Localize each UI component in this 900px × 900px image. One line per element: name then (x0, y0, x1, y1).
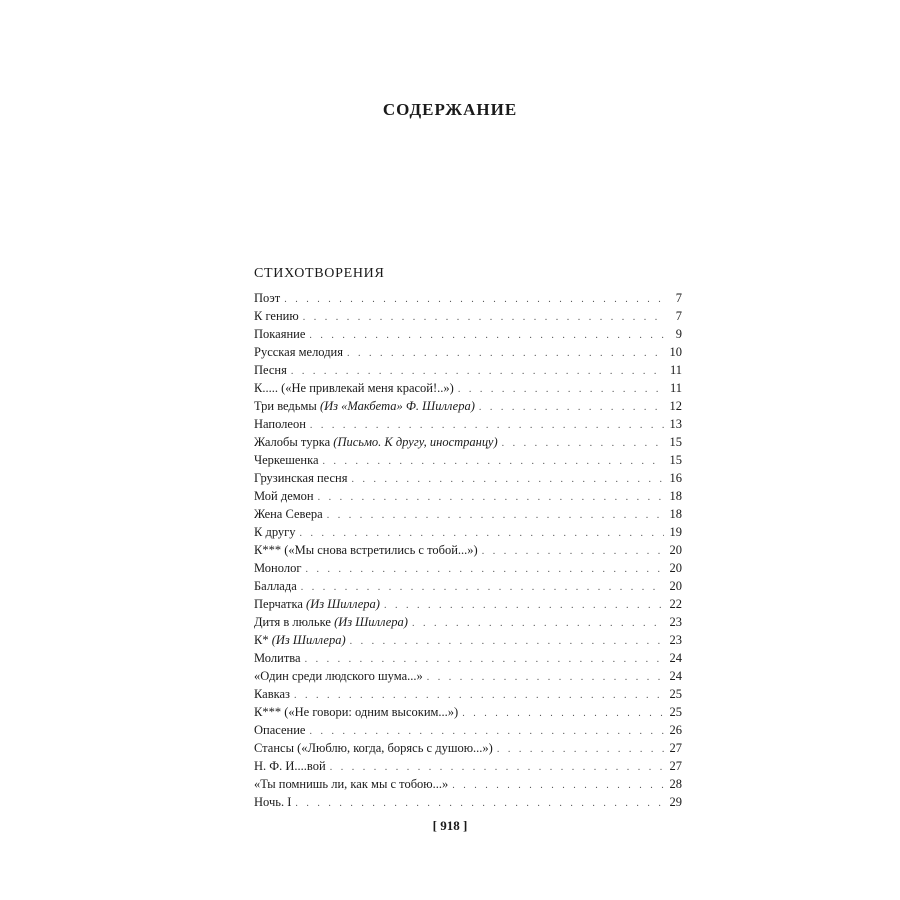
toc-entry-title (254, 451, 319, 469)
dot-leader (412, 615, 664, 633)
toc-entry-title-main: Песня (254, 363, 287, 377)
toc-entry-title (254, 703, 458, 721)
toc-entry-title (254, 433, 498, 451)
toc-entry-title (254, 289, 280, 307)
toc-entry-page: 9 (675, 327, 682, 341)
dot-leader (479, 399, 664, 417)
toc-entry-title-main: К другу (254, 525, 296, 539)
dot-leader (462, 705, 664, 723)
dot-leader (502, 435, 664, 453)
toc-entry-title-main: К* (254, 633, 269, 647)
toc-entry (254, 703, 682, 721)
toc-entry-title-main: Н. Ф. И....вой (254, 759, 326, 773)
toc-entry-page: 20 (669, 543, 682, 557)
toc-entry-title (254, 379, 454, 397)
toc-entry-title-main: К гению (254, 309, 299, 323)
dot-leader (497, 741, 664, 759)
toc-entry-title (254, 325, 305, 343)
toc-entry (254, 397, 682, 415)
toc-entry-title (254, 505, 323, 523)
toc-entry-title (254, 397, 475, 415)
toc-entry-title-main: К*** («Не говори: одним высоким...») (254, 705, 459, 719)
dot-leader (318, 489, 664, 507)
toc-entry-page: 18 (669, 507, 682, 521)
toc-entry-title-main: Три ведьмы (254, 399, 317, 413)
dot-leader (323, 453, 664, 471)
toc-entry (254, 361, 682, 379)
toc-entry-subtitle: (Из Шиллера) (306, 597, 380, 611)
toc-entry-title-main: Перчатка (254, 597, 303, 611)
dot-leader (482, 543, 664, 561)
toc-entry (254, 415, 682, 433)
toc-entry-page: 15 (669, 453, 682, 467)
toc-entry (254, 577, 682, 595)
toc-entry-title-main: Жена Севера (254, 507, 323, 521)
toc-entry (254, 667, 682, 685)
toc-entry-subtitle: (Письмо. К другу, иностранцу) (333, 435, 498, 449)
toc-entry-page: 25 (669, 705, 682, 719)
toc-entry-title (254, 343, 343, 361)
toc-entry-title (254, 307, 299, 325)
toc-entry (254, 325, 682, 343)
section-heading: СТИХОТВОРЕНИЯ (254, 266, 385, 281)
toc-entry-title (254, 469, 347, 487)
dot-leader (458, 381, 664, 399)
toc-entry (254, 451, 682, 469)
toc-entry-title (254, 577, 297, 595)
toc-entry (254, 505, 682, 523)
dot-leader (327, 507, 664, 525)
toc-entry (254, 775, 682, 793)
toc-entry-title-main: Кавказ (254, 687, 290, 701)
toc-entry-page: 12 (669, 399, 682, 413)
toc-entry-subtitle: (Из Шиллера) (334, 615, 408, 629)
toc-entry (254, 307, 682, 325)
toc-entry-page: 24 (669, 651, 682, 665)
toc-entry-page: 10 (669, 345, 682, 359)
toc-entry-title-main: Стансы («Люблю, когда, борясь с душою...») (254, 741, 493, 755)
toc-entry-title-main: Мой демон (254, 489, 314, 503)
toc-entry (254, 649, 682, 667)
toc-entry-page: 7 (675, 309, 682, 323)
toc-entry-page: 22 (669, 597, 682, 611)
toc-entry (254, 487, 682, 505)
toc-entry (254, 721, 682, 739)
toc-entry-page: 13 (669, 417, 682, 431)
page-number: [ 918 ] (432, 818, 468, 833)
toc-entry-title-main: Русская мелодия (254, 345, 343, 359)
dot-leader (284, 291, 664, 309)
toc-entry-title-main: Молитва (254, 651, 301, 665)
toc-entry (254, 685, 682, 703)
toc-entry-title-main: «Ты помнишь ли, как мы с тобою...» (254, 777, 449, 791)
dot-leader (384, 597, 664, 615)
toc-entry-title (254, 649, 301, 667)
toc-entry-page: 24 (669, 669, 682, 683)
toc-entry-title-main: Баллада (254, 579, 297, 593)
toc-entry-page: 28 (669, 777, 682, 791)
toc-entry-title (254, 739, 493, 757)
toc-entry-page: 18 (669, 489, 682, 503)
toc-entry-title (254, 757, 326, 775)
toc-entry-page: 27 (669, 741, 682, 755)
toc-entry-page: 27 (669, 759, 682, 773)
toc-entry-page: 25 (669, 687, 682, 701)
toc-entry (254, 595, 682, 613)
dot-leader (427, 669, 664, 687)
toc-entry-title-main: Наполеон (254, 417, 306, 431)
toc-entry-title-main: Покаяние (254, 327, 306, 341)
toc-entry-title (254, 775, 448, 793)
toc-entry-title-main: К..... («Не привлекай меня красой!..») (254, 381, 454, 395)
toc-entry-page: 11 (669, 381, 682, 395)
toc-entry-page: 23 (669, 633, 682, 647)
dot-leader (295, 795, 664, 813)
toc-entry-title-main: Поэт (254, 291, 281, 305)
toc-entry-title (254, 541, 478, 559)
toc-entry-title (254, 685, 290, 703)
toc-entry (254, 541, 682, 559)
dot-leader (351, 471, 664, 489)
toc-entry-page: 15 (669, 435, 682, 449)
toc-entry (254, 631, 682, 649)
toc-entry-title (254, 559, 301, 577)
toc-entry-title-main: Опасение (254, 723, 306, 737)
toc-entry (254, 469, 682, 487)
toc-entry-page: 26 (669, 723, 682, 737)
toc-entry-title (254, 523, 296, 541)
toc-entry-page: 7 (675, 291, 682, 305)
toc-entry-page: 23 (669, 615, 682, 629)
toc-entry-page: 16 (669, 471, 682, 485)
toc-entry (254, 559, 682, 577)
toc-entry-title (254, 613, 408, 631)
toc-entry (254, 343, 682, 361)
toc-entry-page: 29 (669, 795, 682, 809)
toc-entry-title (254, 415, 306, 433)
dot-leader (305, 561, 664, 579)
table-of-contents (254, 289, 682, 811)
toc-entry-page: 11 (669, 363, 682, 377)
dot-leader (350, 633, 664, 651)
toc-entry-title-main: Ночь. I (254, 795, 292, 809)
toc-entry (254, 757, 682, 775)
toc-entry (254, 523, 682, 541)
toc-entry-title (254, 487, 314, 505)
toc-entry-title (254, 721, 305, 739)
page-title: СОДЕРЖАНИЕ (382, 100, 518, 119)
toc-entry (254, 433, 682, 451)
toc-entry-title-main: Дитя в люльке (254, 615, 331, 629)
dot-leader (309, 327, 664, 345)
toc-entry-page: 19 (669, 525, 682, 539)
toc-entry-title (254, 595, 380, 613)
toc-entry (254, 289, 682, 307)
toc-entry (254, 739, 682, 757)
toc-entry-subtitle: (Из «Макбета» Ф. Шиллера) (319, 399, 475, 413)
toc-entry-title (254, 631, 346, 649)
toc-entry (254, 793, 682, 811)
dot-leader (303, 309, 664, 327)
toc-entry-title (254, 361, 287, 379)
dot-leader (452, 777, 664, 795)
toc-entry-title-main: Грузинская песня (254, 471, 348, 485)
toc-entry-page: 20 (669, 579, 682, 593)
toc-entry (254, 613, 682, 631)
dot-leader (347, 345, 664, 363)
toc-entry-title-main: «Один среди людского шума...» (254, 669, 423, 683)
toc-entry-title-main: Монолог (254, 561, 302, 575)
toc-entry-title (254, 793, 291, 811)
toc-entry-title-main: Черкешенка (254, 453, 319, 467)
toc-entry-subtitle: (Из Шиллера) (271, 633, 346, 647)
toc-entry-title-main: Жалобы турка (254, 435, 331, 449)
toc-entry-page: 20 (669, 561, 682, 575)
toc-entry-title-main: К*** («Мы снова встретились с тобой...») (254, 543, 478, 557)
toc-entry (254, 379, 682, 397)
toc-entry-title (254, 667, 423, 685)
